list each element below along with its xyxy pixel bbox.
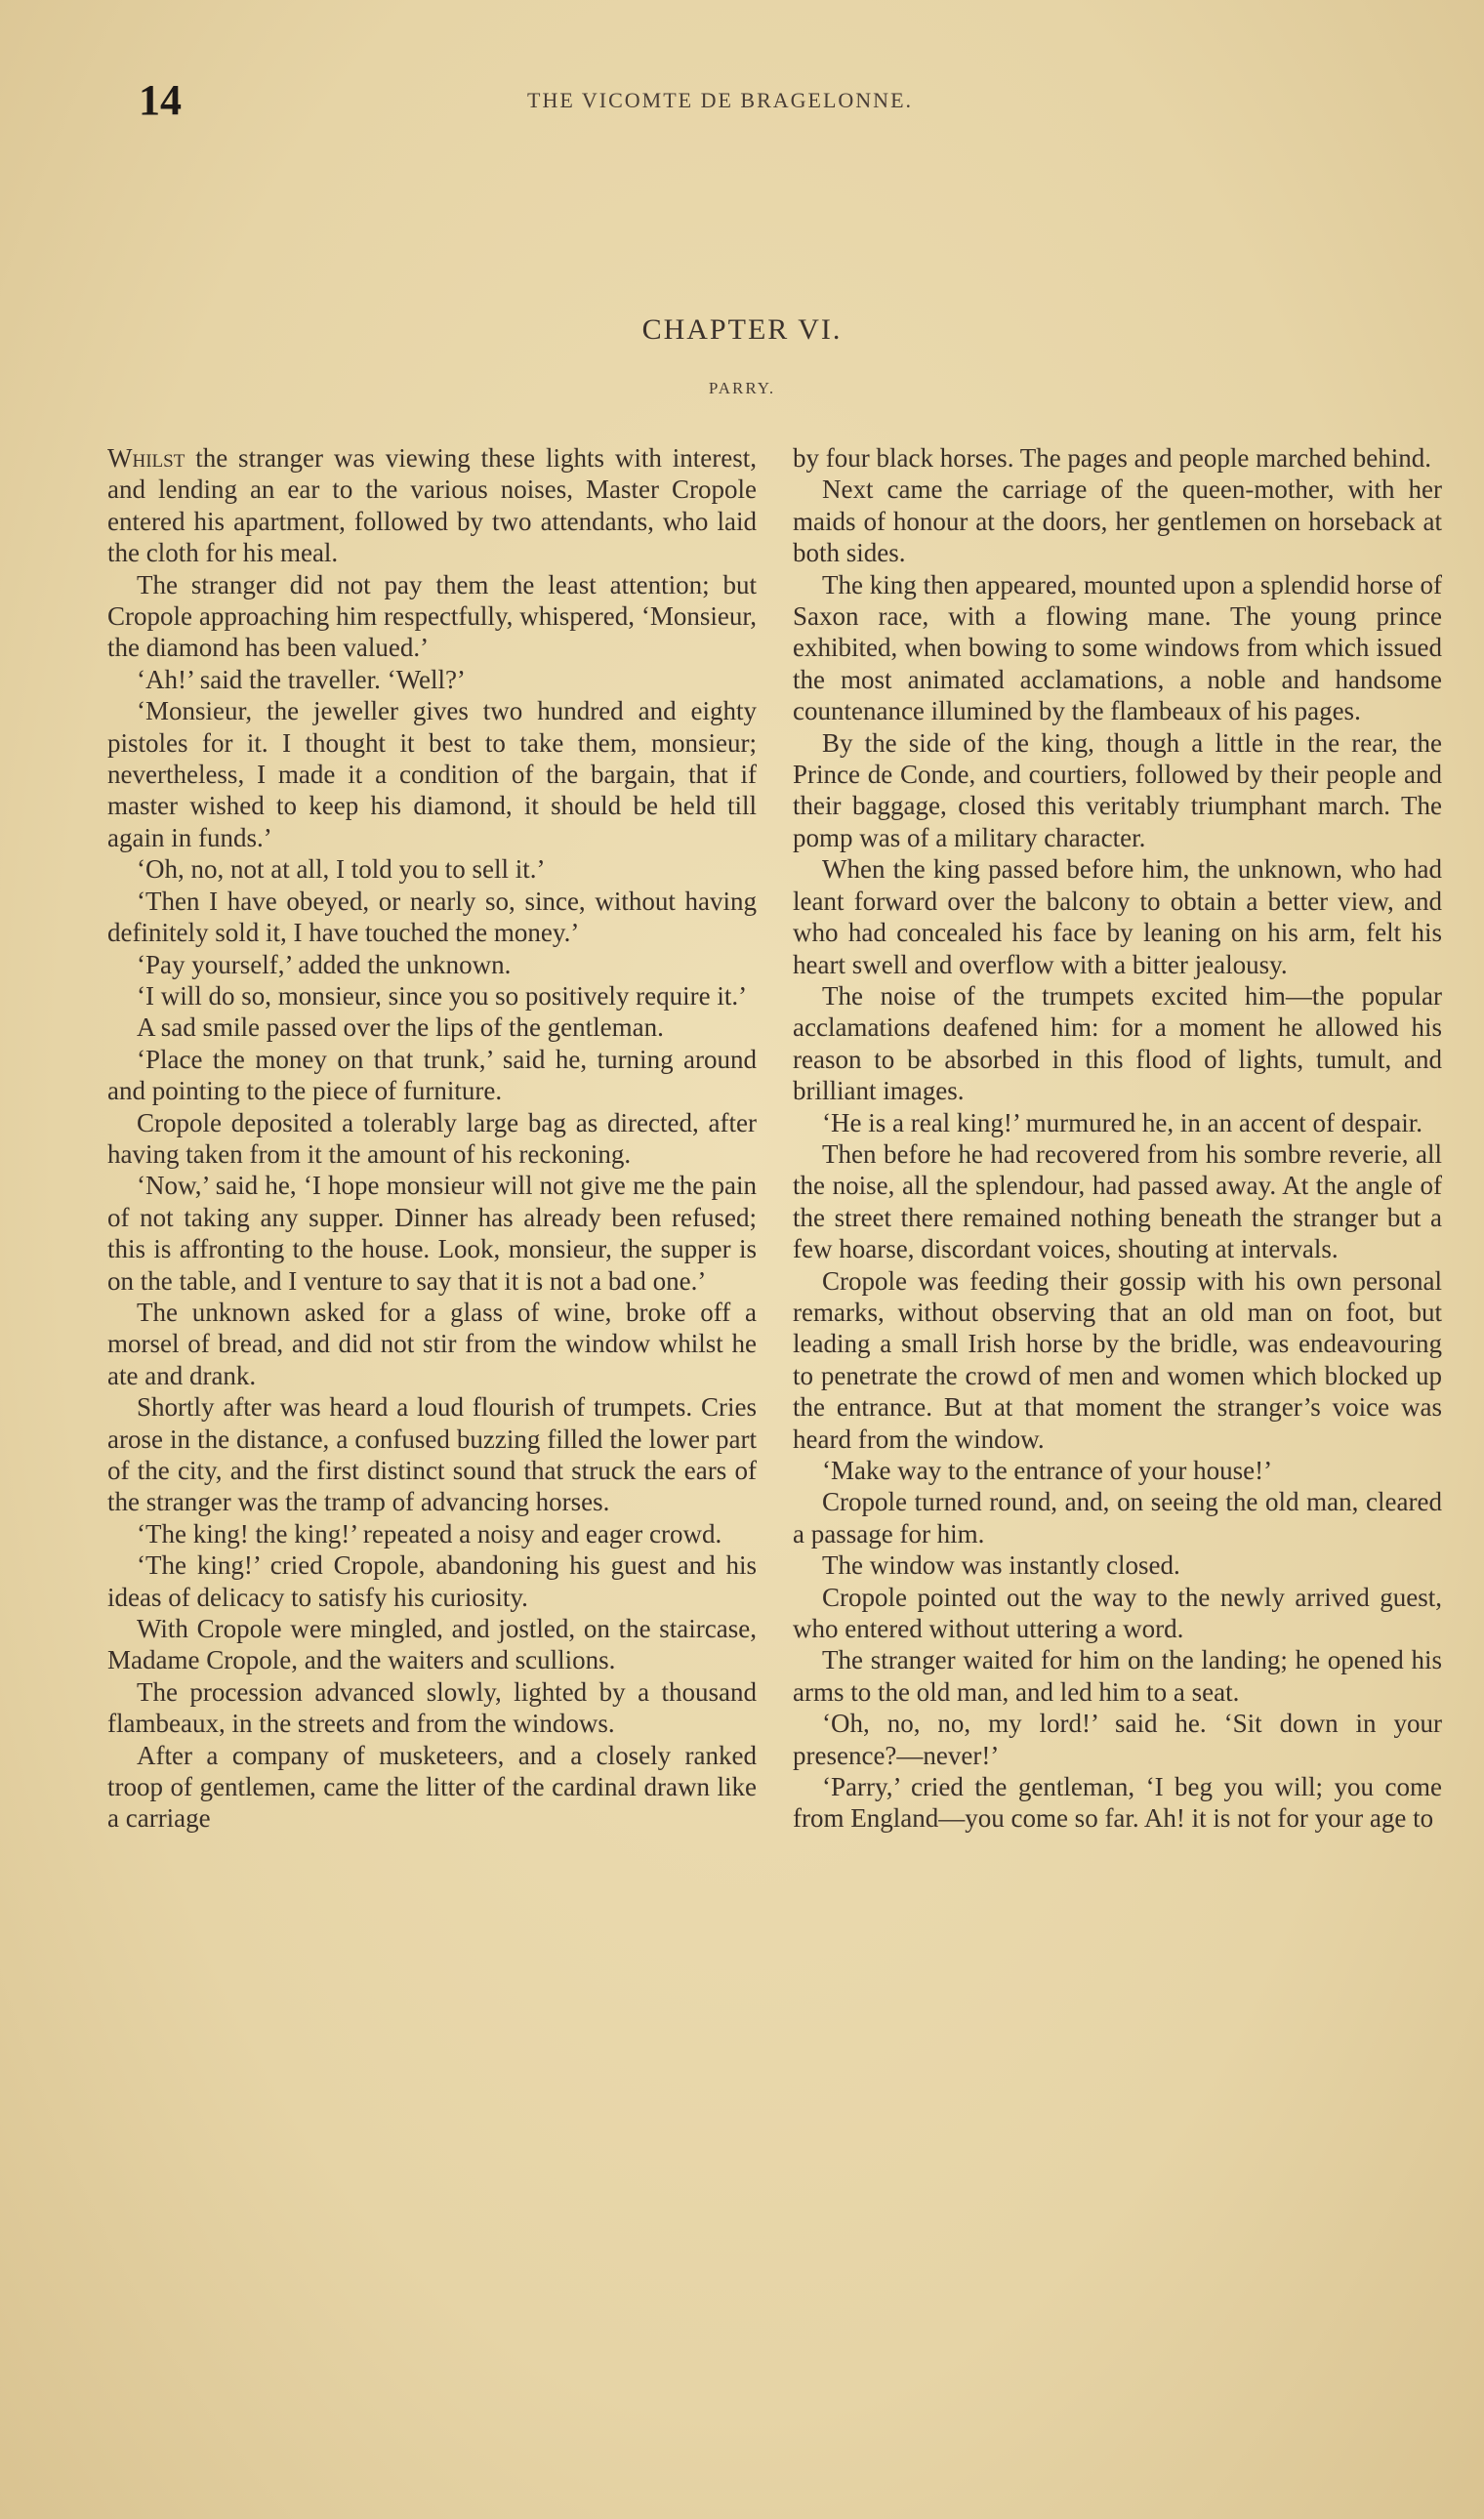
paragraph-text: ‘Ah!’ said the traveller. ‘Well?’ — [137, 664, 466, 694]
paragraph — [793, 853, 1442, 980]
paragraph-text: Cropole deposited a tolerably large bag as directed, after having taken from it the amount of his reckoning. — [107, 1107, 757, 1169]
paragraph — [107, 442, 757, 569]
paragraph-text: Cropole pointed out the way to the newly arrived guest, who entered without uttering a word. — [793, 1582, 1442, 1644]
chapter-title: CHAPTER VI. — [641, 313, 843, 346]
paragraph-text: ‘He is a real king!’ murmured he, in an accent of despair. — [822, 1107, 1423, 1137]
paragraph-text: The unknown asked for a glass of wine, broke off a morsel of bread, and did not stir from the window whilst he ate and drank. — [107, 1297, 757, 1390]
opening-word: Whilst — [107, 443, 186, 473]
page-header — [0, 76, 1484, 125]
paragraph — [793, 1708, 1442, 1771]
paragraph-text: A sad smile passed over the lips of the gentleman. — [137, 1012, 664, 1043]
paragraph — [107, 1107, 757, 1171]
paragraph — [107, 1170, 757, 1297]
paragraph-text: The window was instantly closed. — [822, 1550, 1180, 1581]
paragraph-text: Next came the carriage of the queen-mother, with her maids of honour at the doors, her gentlemen on horseback at both sides. — [793, 475, 1442, 568]
paragraph-text: the stranger was viewing these lights with interest, and lending an ear to the various noises, Master Cropole entered his apartment, followed by two attendants, who laid the cloth for his meal. — [107, 443, 757, 568]
paragraph — [793, 1644, 1442, 1708]
paragraph-text: Shortly after was heard a loud flourish of trumpets. Cries arose in the distance, a confused buzzing filled the lower part of the city, and the first distinct sound that struck the ears of the stranger was the tramp of advancing horses. — [107, 1392, 757, 1517]
paragraph — [107, 569, 757, 664]
paragraph — [107, 886, 757, 949]
paragraph-text: After a company of musketeers, and a closely ranked troop of gentlemen, came the litter of the cardinal drawn like a carriage — [107, 1740, 757, 1834]
paragraph — [107, 1549, 757, 1613]
paragraph — [793, 569, 1442, 727]
paragraph — [107, 1518, 757, 1549]
right-text-column — [793, 442, 1442, 1835]
paragraph — [107, 949, 757, 980]
paragraph-text: ‘Monsieur, the jeweller gives two hundred and eighty pistoles for it. I thought it best to take them, monsieur; nevertheless, I made it a condition of the bargain, that if master wished to keep his diamond, it should be held till again in funds.’ — [107, 696, 757, 852]
paragraph — [793, 1486, 1442, 1549]
paragraph — [793, 1138, 1442, 1265]
paragraph — [793, 1455, 1442, 1486]
paragraph-text: ‘Place the money on that trunk,’ said he, turning around and pointing to the piece of furniture. — [107, 1044, 757, 1106]
chapter-subtitle: PARRY. — [708, 379, 776, 397]
paragraph — [793, 442, 1442, 474]
paragraph — [793, 1549, 1442, 1581]
paragraph-text: ‘The king!’ cried Cropole, abandoning his guest and his ideas of delicacy to satisfy his curiosity. — [107, 1550, 757, 1612]
paragraph-text: ‘I will do so, monsieur, since you so positively require it.’ — [137, 980, 748, 1011]
paragraph-text: Then before he had recovered from his sombre reverie, all the noise, all the splendour, had passed away. At the angle of the street there remained nothing beneath the stranger but a few hoarse, discordant voices, shouting at intervals. — [793, 1138, 1442, 1264]
paragraph — [793, 1107, 1442, 1138]
paragraph-text: The stranger waited for him on the landing; he opened his arms to the old man, and led him to a seat. — [793, 1645, 1442, 1707]
paragraph — [793, 1771, 1442, 1835]
paragraph-text: ‘Parry,’ cried the gentleman, ‘I beg you will; you come from England—you come so far. Ah! it is not for your age to — [793, 1772, 1442, 1834]
paragraph-text: by four black horses. The pages and people marched behind. — [793, 443, 1432, 473]
paragraph — [107, 1391, 757, 1518]
paragraph — [107, 1740, 757, 1835]
left-text-column — [107, 442, 757, 1835]
paragraph-text: The stranger did not pay them the least attention; but Cropole approaching him respectfully, whispered, ‘Monsieur, the diamond has been valued.’ — [107, 569, 757, 663]
paragraph — [107, 980, 757, 1012]
paragraph-text: ‘The king! the king!’ repeated a noisy and eager crowd. — [137, 1518, 722, 1549]
paragraph — [107, 853, 757, 885]
paragraph-text: ‘Now,’ said he, ‘I hope monsieur will not give me the pain of not taking any supper. Dinner has already been refused; this is affronting to the house. Look, monsieur, the supper is on the table, and I venture to say that it is not a bad one.’ — [107, 1171, 757, 1296]
paragraph — [793, 474, 1442, 568]
paragraph — [107, 1676, 757, 1740]
paragraph — [107, 664, 757, 695]
paragraph-text: ‘Make way to the entrance of your house!’ — [822, 1456, 1273, 1485]
paragraph-text: The noise of the trumpets excited him—the popular acclamations deafened him: for a moment he allowed his reason to be absorbed in this flood of lights, tumult, and brilliant images. — [793, 980, 1442, 1106]
paragraph — [793, 727, 1442, 854]
paragraph-text: ‘Oh, no, not at all, I told you to sell it.’ — [137, 854, 546, 885]
paragraph — [107, 1012, 757, 1043]
paragraph-text: With Cropole were mingled, and jostled, on the staircase, Madame Cropole, and the waiters and scullions. — [107, 1614, 757, 1675]
paragraph — [107, 695, 757, 853]
paragraph — [793, 1582, 1442, 1645]
paragraph — [107, 1044, 757, 1107]
running-title: THE VICOMTE DE BRAGELONNE. — [527, 88, 914, 112]
page-number: 14 — [139, 76, 182, 124]
paragraph-text: When the king passed before him, the unknown, who had leant forward over the balcony to obtain a better view, and who had concealed his face by leaning on his arm, felt his heart swell and overflow with a bitter jealousy. — [793, 854, 1442, 979]
paragraph-text: ‘Pay yourself,’ added the unknown. — [137, 949, 512, 979]
paragraph-text: The king then appeared, mounted upon a splendid horse of Saxon race, with a flowing mane. The young prince exhibited, when bowing to some windows from which issued the most animated acclamations, a noble and handsome countenance illumined by the flambeaux of his pages. — [793, 569, 1442, 726]
paragraph-text: By the side of the king, though a little in the rear, the Prince de Conde, and courtiers, followed by their people and their baggage, closed this veritably triumphant march. The pomp was of a military character. — [793, 727, 1442, 852]
paragraph-text: The procession advanced slowly, lighted by a thousand flambeaux, in the streets and from the windows. — [107, 1676, 757, 1739]
paragraph — [793, 1265, 1442, 1455]
paragraph-text: ‘Oh, no, no, my lord!’ said he. ‘Sit down in your presence?—never!’ — [793, 1709, 1442, 1770]
paragraph — [107, 1613, 757, 1676]
paragraph — [107, 1297, 757, 1391]
paragraph-text: ‘Then I have obeyed, or nearly so, since, without having definitely sold it, I have touched the money.’ — [107, 886, 757, 948]
paragraph-text: Cropole turned round, and, on seeing the old man, cleared a passage for him. — [793, 1487, 1442, 1549]
paragraph-text: Cropole was feeding their gossip with his own personal remarks, without observing that an old man on foot, but leading a small Irish horse by the bridle, was endeavouring to penetrate the crowd of men and women which blocked up the entrance. But at that moment the stranger’s voice was heard from the window. — [793, 1265, 1442, 1454]
paragraph — [793, 980, 1442, 1107]
